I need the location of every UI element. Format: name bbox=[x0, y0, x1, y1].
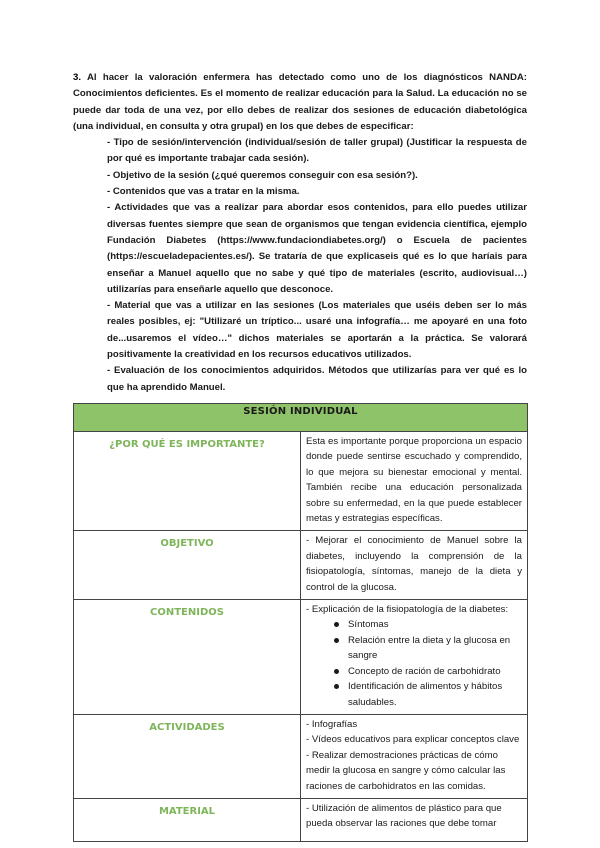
content-contents bbox=[301, 600, 528, 715]
contents-list bbox=[306, 617, 522, 709]
activities-line: - Vídeos educativos para explicar conceptos clave bbox=[306, 734, 520, 746]
content-activities bbox=[301, 714, 528, 798]
activities-line: - Infografías bbox=[306, 718, 358, 730]
row-material bbox=[74, 798, 528, 841]
activities-line: - Realizar demostraciones prácticas de cómo medir la glucosa en sangre y cómo calcular las raciones de carbohidratos en las comidas. bbox=[306, 749, 506, 792]
contents-intro: - Explicación de la fisiopatología de la diabetes: bbox=[306, 604, 509, 616]
contents-item: Identificación de alimentos y hábitos saludables. bbox=[334, 679, 522, 710]
requirements-list bbox=[73, 135, 527, 396]
requirement-item: - Objetivo de la sesión (¿qué queremos conseguir con esa sesión?). bbox=[107, 169, 418, 181]
requirement-item: - Evaluación de los conocimientos adquiridos. Métodos que utilizarías para ver qué es lo que ha aprendido Manuel. bbox=[107, 365, 527, 393]
row-contents bbox=[74, 600, 528, 715]
requirement-item: - Tipo de sesión/intervención (individual/sesión de taller grupal) (Justificar la respuesta de por qué es importante trabajar cada sesión). bbox=[107, 137, 527, 165]
question-paragraph bbox=[73, 70, 527, 135]
requirement-item: - Actividades que vas a realizar para abordar esos contenidos, para ello puedes utilizar diversas fuentes siempre que sean de organismos que tengan evidencia científica, ejemplo Fundación Diabetes (https://www.fundaciondiabetes.org/) o Escuela de pacientes (https://escueladepacientes.es/). Se trataría de que explicaseis qué es lo que haríais para enseñar a Manuel aquello que no sabe y qué tipo de materiales (escrito, audiovisual…) utilizarías para enseñarle aquello que desconoce. bbox=[107, 202, 527, 295]
content-material: - Utilización de alimentos de plástico para que pueda observar las raciones que debe tomar bbox=[301, 798, 528, 841]
label-contents: CONTENIDOS bbox=[74, 600, 301, 715]
session-table bbox=[73, 403, 528, 842]
label-material: MATERIAL bbox=[74, 798, 301, 841]
label-objective: OBJETIVO bbox=[74, 531, 301, 600]
content-objective: - Mejorar el conocimiento de Manuel sobre la diabetes, incluyendo la comprensión de la fisiopatología, síntomas, manejo de la dieta y control de la glucosa. bbox=[301, 531, 528, 600]
row-why-important bbox=[74, 432, 528, 531]
row-activities bbox=[74, 714, 528, 798]
contents-item: Síntomas bbox=[334, 617, 522, 632]
label-why-important: ¿POR QUÉ ES IMPORTANTE? bbox=[74, 432, 301, 531]
requirement-item: - Contenidos que vas a tratar en la misma. bbox=[107, 186, 300, 198]
contents-item: Concepto de ración de carbohidrato bbox=[334, 664, 522, 679]
contents-item: Relación entre la dieta y la glucosa en sangre bbox=[334, 633, 522, 664]
session-title: SESIÓN INDIVIDUAL bbox=[74, 404, 528, 432]
requirement-item: - Material que vas a utilizar en las sesiones (Los materiales que uséis deben ser lo más reales posibles, ej: "Utilizaré un tríptico... usaré una infografía… me apoyaré en una foto de...usaremos el vídeo…" dichos materiales se aportarán a la práctica. Se valorará positivamente la creatividad en los recursos educativos utilizados. bbox=[107, 300, 527, 361]
label-activities: ACTIVIDADES bbox=[74, 714, 301, 798]
session-title-row bbox=[74, 404, 528, 432]
question-text: Al hacer la valoración enfermera has detectado como uno de los diagnósticos NANDA: Conocimientos deficientes. Es el momento de realizar educación para la Salud. La educación no se puede dar toda de una vez, por ello debes de realizar dos sesiones de educación diabetológica (una individual, en consulta y otra grupal) en los que debes de especificar: bbox=[73, 72, 528, 132]
question-block bbox=[73, 70, 527, 396]
content-why-important: Esta es importante porque proporciona un espacio donde puede sentirse escuchado y comprendido, lo que mejora su bienestar emocional y mental. También recibe una educación personalizada sobre su enfermedad, en la que puede establecer metas y estrategias específicas. bbox=[301, 432, 528, 531]
question-number: 3. bbox=[73, 72, 82, 83]
row-objective bbox=[74, 531, 528, 600]
